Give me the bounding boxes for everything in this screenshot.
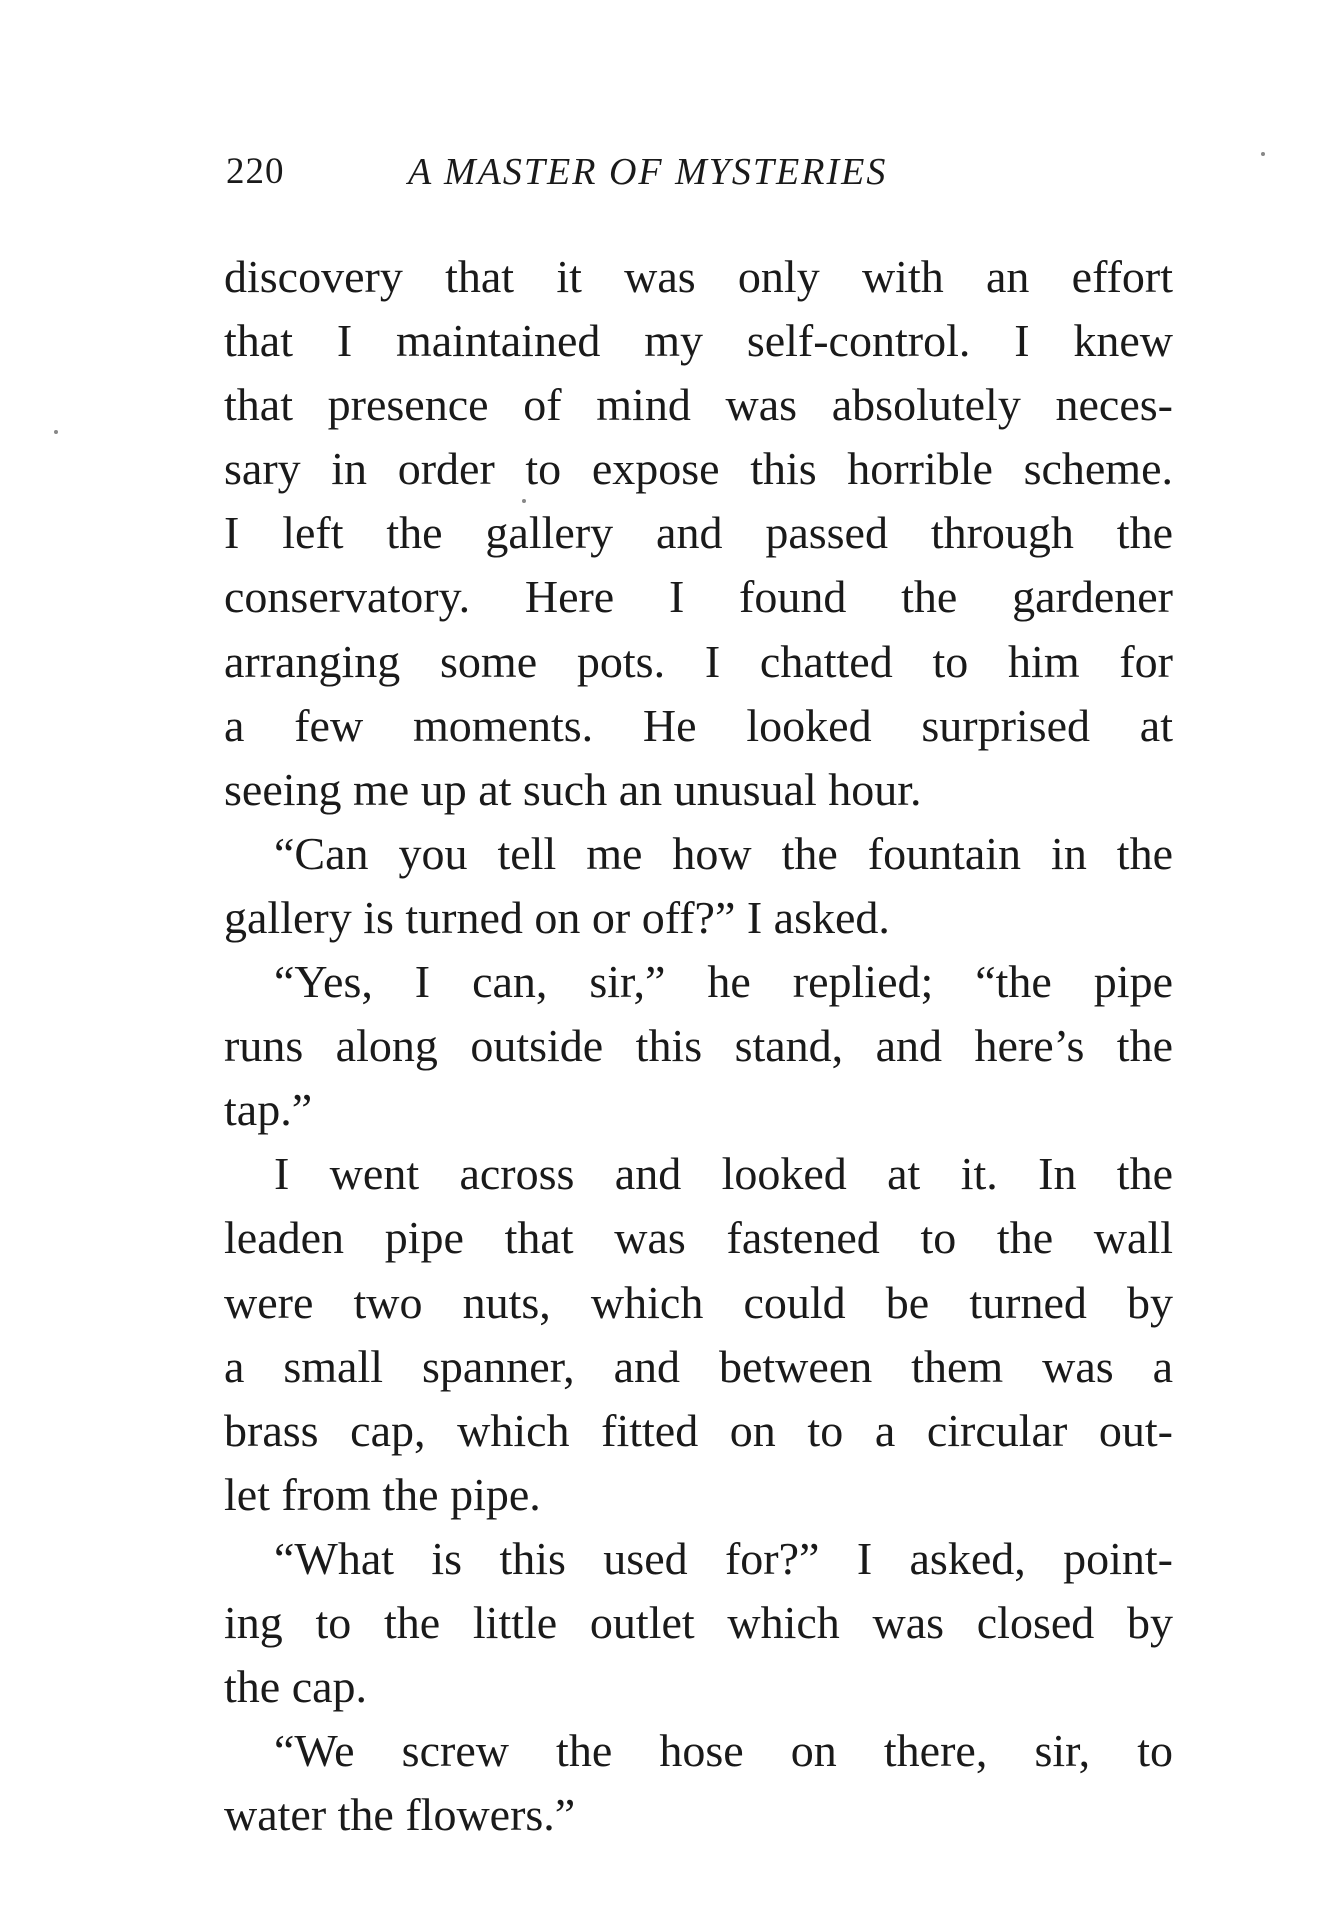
text-line: leaden pipe that was fastened to the wall: [224, 1212, 1173, 1264]
running-title: A MASTER OF MYSTERIES: [408, 151, 888, 193]
text-line: ing to the little outlet which was closed by: [224, 1596, 1173, 1648]
text-line: “What is this used for?” I asked, point-: [274, 1532, 1173, 1584]
text-line: a few moments. He looked surprised at: [224, 699, 1173, 751]
text-line: brass cap, which fitted on to a circular out-: [224, 1404, 1173, 1456]
text-line: were two nuts, which could be turned by: [224, 1276, 1173, 1328]
body-text: [224, 245, 1173, 1847]
text-line: runs along outside this stand, and here’s the: [224, 1020, 1173, 1072]
text-line: that presence of mind was absolutely neces-: [224, 379, 1173, 431]
scan-speck: [54, 430, 58, 434]
text-line: sary in order to expose this horrible scheme.: [224, 443, 1173, 495]
text-line: that I maintained my self-control. I knew: [224, 315, 1173, 367]
page-number: 220: [226, 151, 285, 192]
text-line: “We screw the hose on there, sir, to: [274, 1725, 1173, 1777]
text-line: conservatory. Here I found the gardener: [224, 571, 1173, 623]
text-line: arranging some pots. I chatted to him for: [224, 635, 1173, 687]
text-line: seeing me up at such an unusual hour.: [224, 763, 922, 815]
scan-speck: [1261, 152, 1265, 156]
scan-speck: [522, 499, 526, 503]
page-header: [226, 150, 1176, 210]
text-line: I went across and looked at it. In the: [274, 1148, 1173, 1200]
text-line: “Yes, I can, sir,” he replied; “the pipe: [274, 956, 1173, 1008]
text-line: let from the pipe.: [224, 1468, 541, 1520]
text-line: tap.”: [224, 1084, 313, 1136]
text-line: a small spanner, and between them was a: [224, 1340, 1173, 1392]
text-line: gallery is turned on or off?” I asked.: [224, 891, 890, 943]
text-line: “Can you tell me how the fountain in the: [274, 827, 1173, 879]
text-line: water the flowers.”: [224, 1789, 576, 1841]
text-line: discovery that it was only with an effort: [224, 251, 1173, 302]
text-line: the cap.: [224, 1661, 368, 1713]
text-line: I left the gallery and passed through the: [224, 507, 1173, 559]
